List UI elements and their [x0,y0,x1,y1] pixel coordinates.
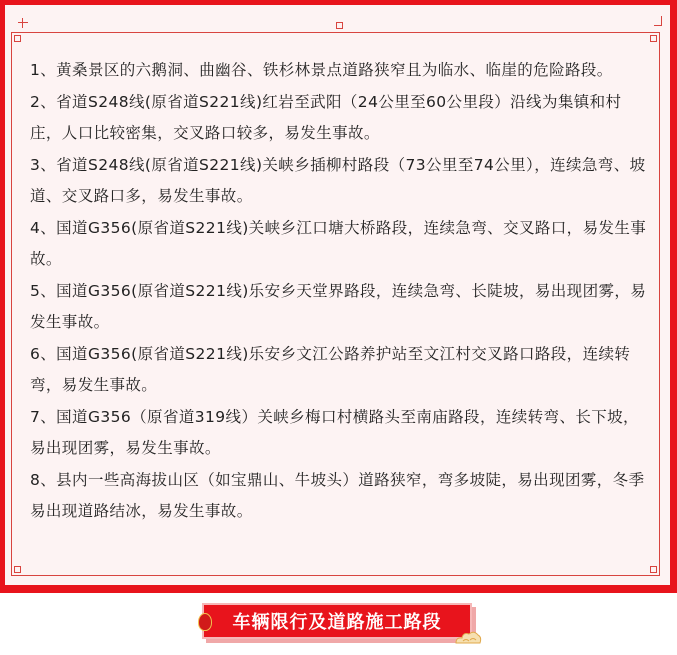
road-hazard-list [30,55,652,528]
section-heading-banner [198,603,482,645]
section-heading: 车辆限行及道路施工路段 [232,612,442,633]
corner-square-icon [14,566,21,573]
list-item: 7、国道G356（原省道319线）关峡乡梅口村横路头至南庙路段，连续转弯、长下坡，易出现团雾，易发生事故。 [30,407,639,457]
corner-cross-icon [652,16,662,26]
list-item: 3、省道S248线(原省道S221线)关峡乡插柳村路段（73公里至74公里），连续急弯、坡道、交叉路口多，易发生事故。 [30,155,646,205]
list-item: 1、黄桑景区的六鹅洞、曲幽谷、铁杉林景点道路狭窄且为临水、临崖的危险路段。 [30,61,613,79]
list-item: 4、国道G356(原省道S221线)关峡乡江口塘大桥路段，连续急弯、交叉路口，易发生事故。 [30,218,647,268]
lantern-icon [198,613,212,631]
list-item: 6、国道G356(原省道S221线)乐安乡文江公路养护站至文江村交叉路口路段，连续转弯，易发生事故。 [30,344,631,394]
corner-square-icon [650,35,657,42]
corner-cross-icon [18,18,28,28]
list-item: 8、县内一些高海拔山区（如宝鼎山、牛坡头）道路狭窄，弯多坡陡，易出现团雾，冬季易出现道路结冰，易发生事故。 [30,470,645,520]
list-item: 5、国道G356(原省道S221线)乐安乡天堂界路段，连续急弯、长陡坡，易出现团雾，易发生事故。 [30,281,647,331]
corner-square-icon [650,566,657,573]
corner-square-icon [14,35,21,42]
auspicious-cloud-icon [454,629,482,645]
list-item: 2、省道S248线(原省道S221线)红岩至武阳（24公里至60公里段）沿线为集镇和村庄，人口比较密集，交叉路口较多，易发生事故。 [30,92,622,142]
top-center-square-icon [336,22,343,29]
banner-box [202,603,472,639]
